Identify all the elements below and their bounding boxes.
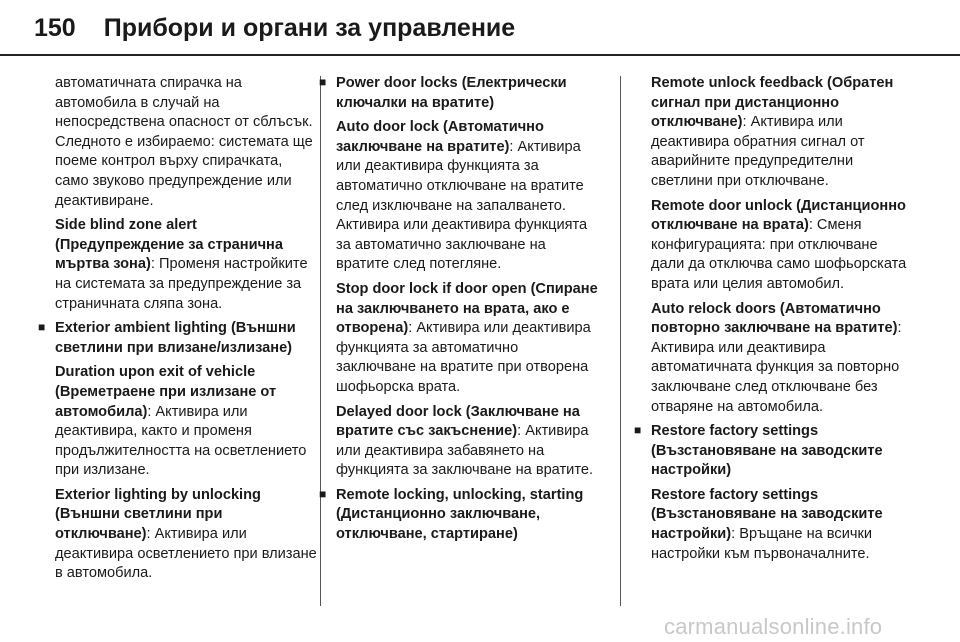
setting-description: : Сменя конфигурацията: при отключване дали да отключва само шофьорската врата или целия автомобил. — [651, 217, 907, 292]
page-header — [34, 14, 515, 50]
header-rule — [0, 54, 960, 56]
setting-remote-door-unlock — [651, 197, 913, 295]
setting-description: : Активира или деактивира осветлението при влизане в автомобила. — [55, 526, 317, 582]
column-divider-2 — [620, 76, 621, 606]
watermark: carmanualsonline.info — [664, 614, 883, 639]
column-1 — [55, 74, 317, 589]
section-bullet-remote-locking: ■ Remote locking, unlocking, starting (Дистанционно заключване, отключване, стартиране) — [336, 486, 598, 545]
column-3 — [651, 74, 913, 569]
setting-restore-factory — [651, 486, 913, 564]
setting-duration-exit — [55, 363, 317, 481]
column-divider-1 — [320, 76, 321, 606]
section-bullet-power-door-locks: ■ Power door locks (Електрически ключалки на вратите) — [336, 74, 598, 113]
column-2 — [336, 74, 598, 550]
setting-heading: Remote unlock feedback (Обратен сигнал при дистанционно отключване) — [651, 75, 894, 131]
intro-paragraph: автоматичната спирачка на автомобила в случай на непосредствена опасност от сблъсък. Следното е избираемо: системата ще поеме контрол върху спирачката, само звуково предупреждение или деактивиране. — [55, 75, 313, 209]
setting-description: : Активира или деактивира обратния сигнал от аварийните предупредителни светлини при отключване. — [651, 114, 865, 189]
setting-description: : Активира или деактивира функцията за автоматично заключване на вратите при отворена шофьорска врата. — [336, 320, 591, 395]
section-bullet-exterior-lighting: ■ Exterior ambient lighting (Външни светлини при влизане/излизане) — [55, 319, 317, 358]
setting-description: : Активира или деактивира автоматичната функция за повторно заключване след отключване без отваряне на автомобила. — [651, 320, 902, 415]
setting-heading: Remote door unlock (Дистанционно отключване на врата) — [651, 197, 906, 234]
setting-remote-unlock-feedback — [651, 74, 913, 192]
setting-side-blind-zone — [55, 216, 317, 314]
setting-description: : Активира или деактивира забавянето на функцията за заключване на вратите. — [336, 423, 594, 479]
setting-heading: Side blind zone alert (Предупреждение за странична мъртва зона) — [55, 217, 283, 273]
setting-auto-relock — [651, 300, 913, 418]
setting-description: : Активира или деактивира, както и променя продължителността на осветлението при излизане. — [55, 403, 307, 479]
setting-heading: Restore factory settings (Възстановяване на заводските настройки) — [651, 486, 883, 543]
setting-heading: Delayed door lock (Заключване на вратите със закъснение) — [336, 403, 580, 440]
setting-delayed-door-lock — [336, 403, 598, 481]
setting-heading: Stop door lock if door open (Спиране на заключването на врата, ако е отворена) — [336, 280, 598, 337]
section-bullet-restore-factory: ■ Restore factory settings (Възстановяване на заводските настройки) — [651, 422, 913, 481]
setting-heading: Exterior lighting by unlocking (Външни светлини при отключване) — [55, 486, 261, 543]
setting-heading: Auto relock doors (Автоматично повторно заключване на вратите) — [651, 300, 898, 337]
setting-lighting-unlocking — [55, 486, 317, 584]
page-title: Прибори и органи за управление — [103, 14, 516, 42]
setting-stop-door-lock — [336, 280, 598, 398]
page-number: 150 — [34, 14, 76, 42]
setting-description: : Връщане на всички настройки към първоначалните. — [651, 526, 872, 562]
setting-description: : Променя настройките на системата за предупреждение за страничната сляпа зона. — [55, 256, 308, 312]
setting-description: : Активира или деактивира функцията за автоматично отключване на вратите след изключване на запалването. Активира или деактивира функцията за автоматично заключване на вратите след потегляне. — [336, 138, 588, 273]
setting-heading: Auto door lock (Автоматично заключване на вратите) — [336, 119, 544, 155]
setting-heading: Duration upon exit of vehicle (Времетраене при излизане от автомобила) — [55, 364, 277, 420]
setting-auto-door-lock — [336, 118, 598, 275]
